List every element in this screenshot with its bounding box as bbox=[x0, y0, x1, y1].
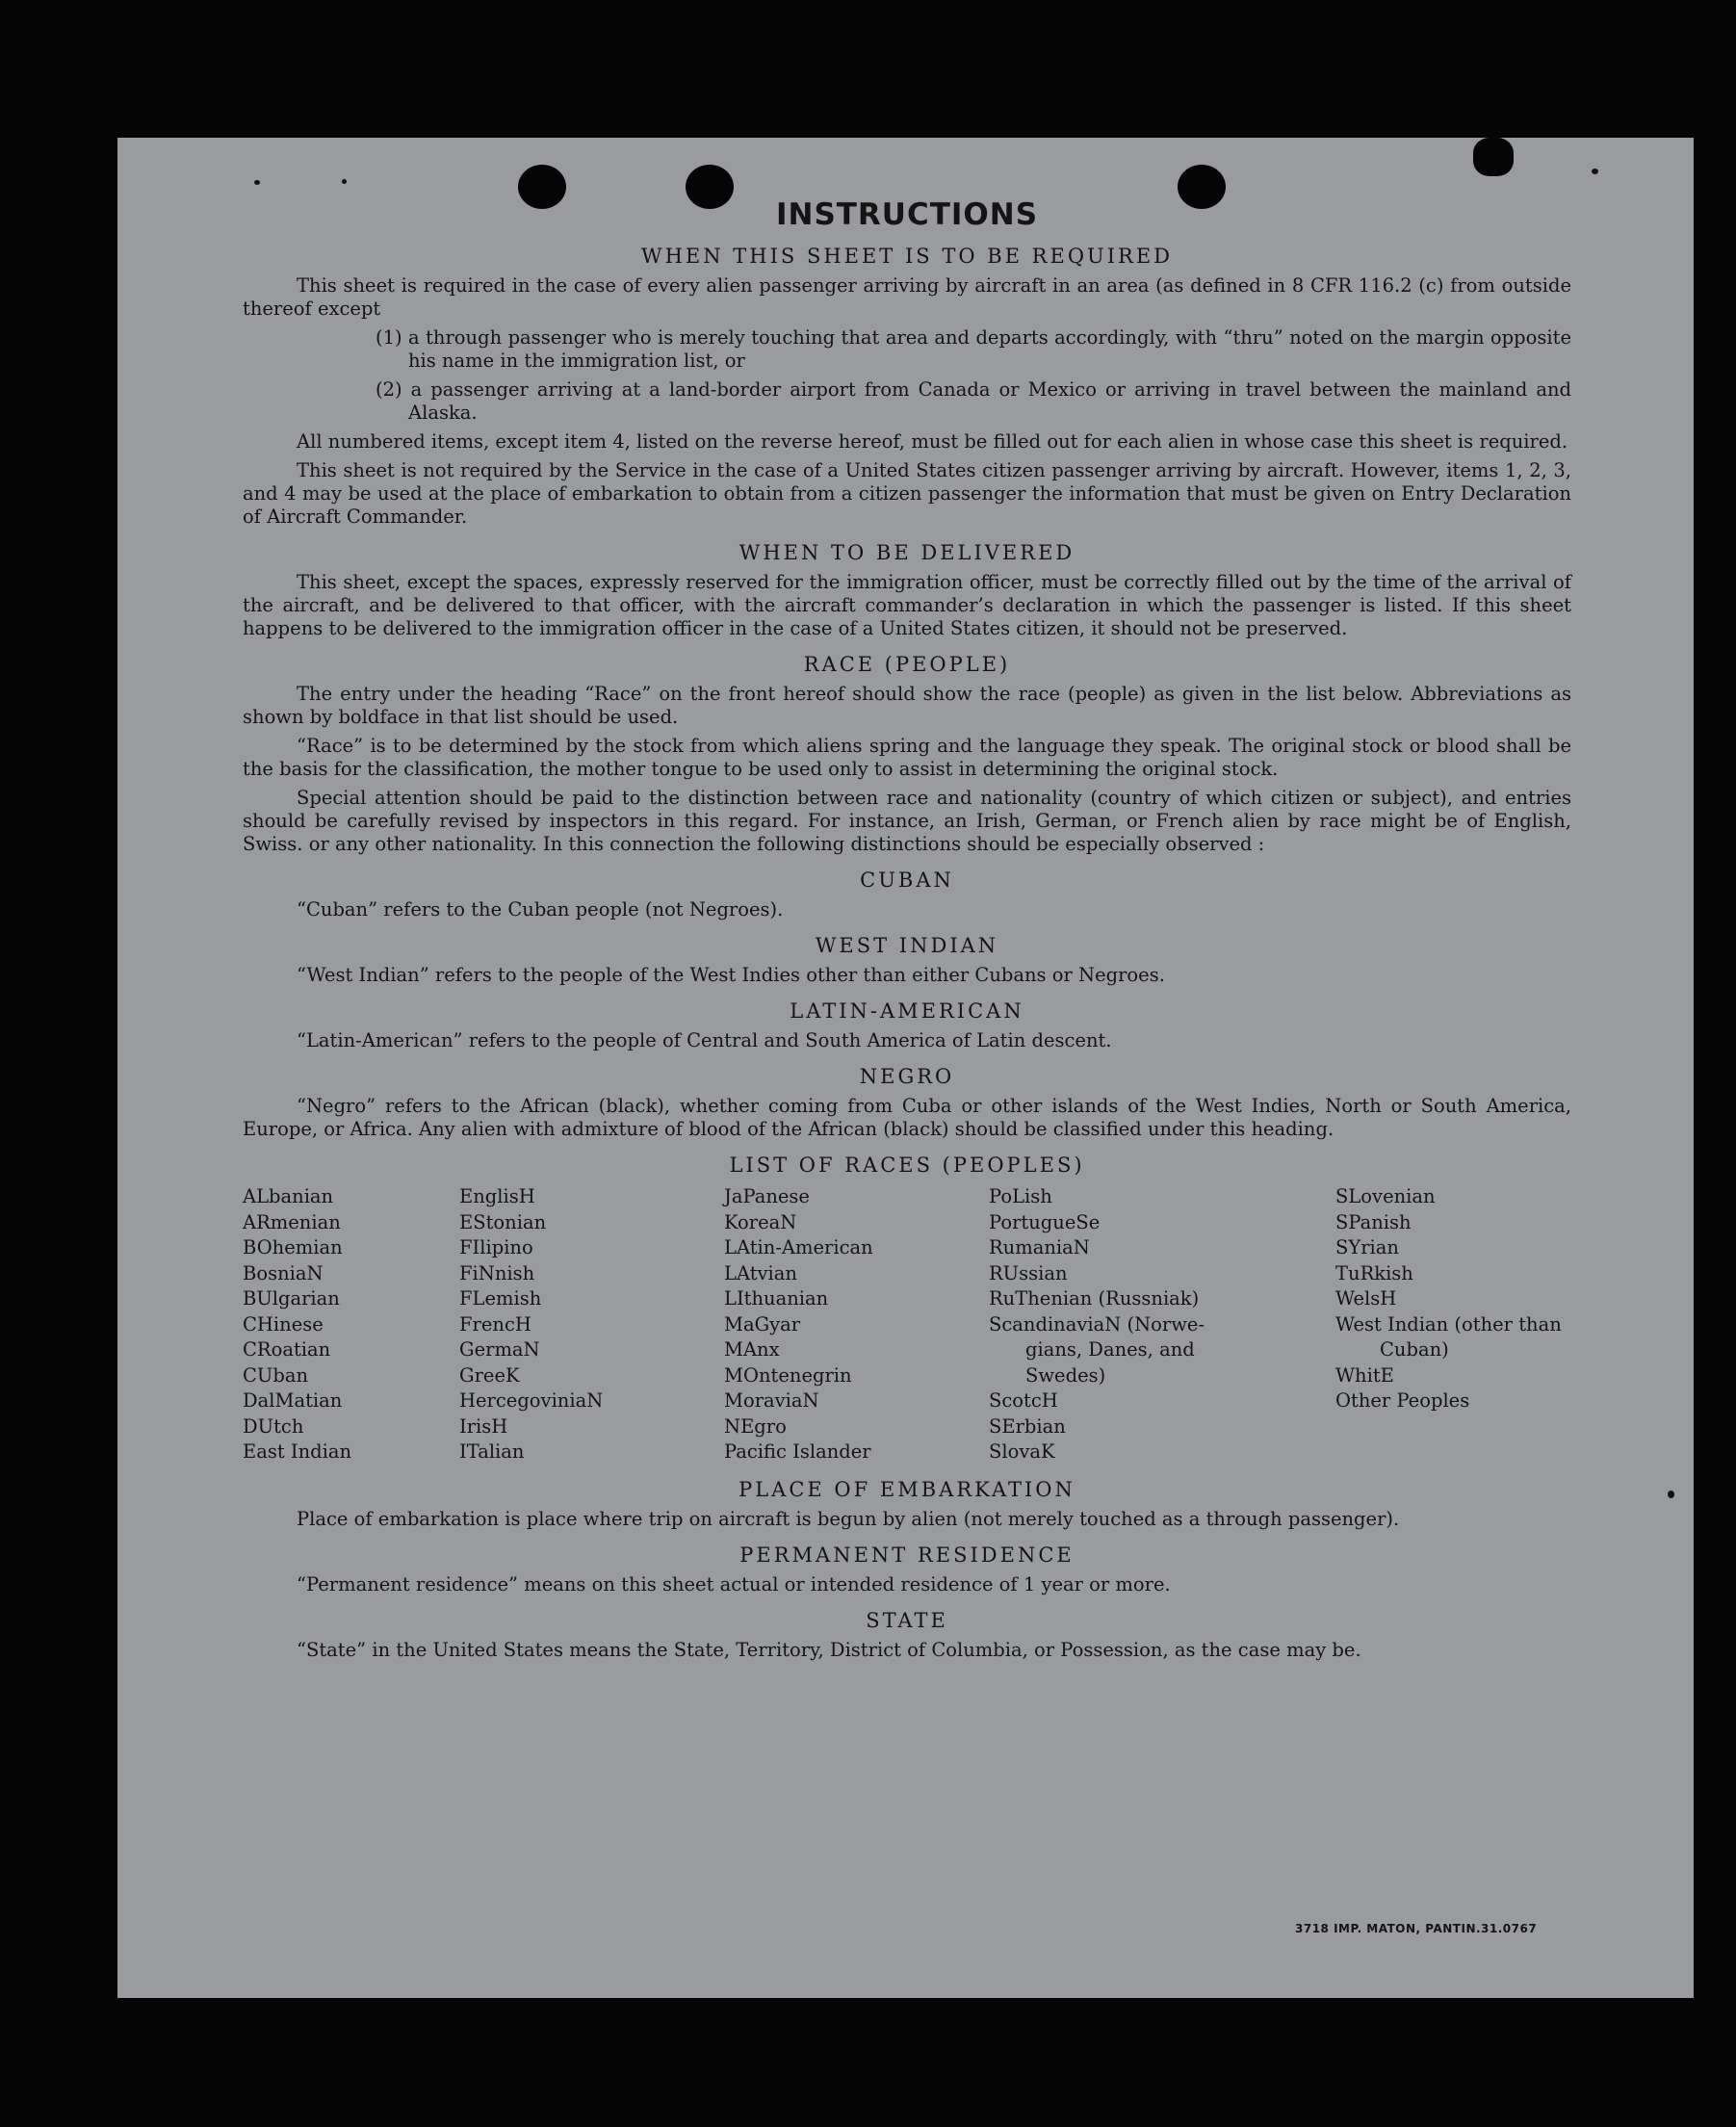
race-entry: LAtin-American bbox=[724, 1236, 873, 1258]
race-entry: GermaN bbox=[459, 1338, 540, 1361]
race-entry: ScandinaviaN (Norwe- bbox=[989, 1312, 1205, 1336]
race-column bbox=[989, 1184, 1335, 1466]
race-column bbox=[724, 1184, 989, 1466]
punch-hole-torn bbox=[1473, 138, 1514, 176]
race-entry: WelsH bbox=[1335, 1287, 1397, 1310]
heading-state: STATE bbox=[866, 1608, 948, 1632]
race-entry: EStonian bbox=[459, 1210, 547, 1233]
race-entry: WhitE bbox=[1335, 1363, 1394, 1387]
list-item: (2) a passenger arriving at a land-border airport from Canada or Mexico or arriving in travel between the mainland and Alaska. bbox=[376, 378, 1571, 424]
paragraph: “Permanent residence” means on this sheet actual or intended residence of 1 year or more. bbox=[297, 1572, 1171, 1595]
race-entry: PoLish bbox=[989, 1185, 1052, 1207]
race-entry-continued: gians, Danes, and bbox=[1025, 1338, 1195, 1361]
paragraph: “West Indian” refers to the people of the West Indies other than either Cubans or Negroes. bbox=[297, 964, 1165, 986]
race-entry: FrencH bbox=[459, 1312, 531, 1336]
paragraph: “Latin-American” refers to the people of Central and South America of Latin descent. bbox=[297, 1029, 1112, 1051]
race-entry: ARmenian bbox=[243, 1210, 341, 1233]
race-entry: HercegoviniaN bbox=[459, 1389, 604, 1412]
race-entry: West Indian (other than Cuban) bbox=[1335, 1312, 1562, 1361]
race-entry: DalMatian bbox=[243, 1389, 343, 1412]
heading-embarkation: PLACE OF EMBARKATION bbox=[738, 1477, 1075, 1501]
heading-when-required: WHEN THIS SHEET IS TO BE REQUIRED bbox=[640, 245, 1174, 268]
paragraph: The entry under the heading “Race” on the front hereof should show the race (people) as given in the list below. Abbreviations as shown by boldface in that list should be used. bbox=[243, 683, 1571, 728]
race-entry: CHinese bbox=[243, 1312, 324, 1336]
race-entry: ALbanian bbox=[243, 1185, 334, 1207]
paragraph: Special attention should be paid to the distinction between race and nationality (country of which citizen or subject), and entries should be carefully revised by inspectors in this regard. For instance, an Irish, German, or French alien by race might be of English, Swiss. or any other nationality. In this connection the following distinctions should be especially observed : bbox=[243, 787, 1571, 855]
race-entry: BosniaN bbox=[243, 1261, 324, 1284]
heading-latin-american: LATIN-AMERICAN bbox=[790, 999, 1024, 1023]
heading-list-of-races: LIST OF RACES (PEOPLES) bbox=[729, 1154, 1085, 1177]
race-entry: LIthuanian bbox=[724, 1287, 829, 1310]
paragraph: This sheet is not required by the Service in the case of a United States citizen passenger arriving by aircraft. However, items 1, 2, 3, and 4 may be used at the place of embarkation to obtain from a citizen passenger the information that must be given on Entry Declaration of Aircraft Commander. bbox=[243, 459, 1571, 528]
heading-cuban: CUBAN bbox=[860, 869, 954, 892]
race-entry: Other Peoples bbox=[1335, 1389, 1470, 1412]
page-title: INSTRUCTIONS bbox=[775, 197, 1039, 232]
heading-negro: NEGRO bbox=[859, 1065, 955, 1088]
paragraph: This sheet is required in the case of every alien passenger arriving by aircraft in an area (as defined in 8 CFR 116.2 (c) from outside thereof except bbox=[243, 274, 1571, 320]
race-entry: CRoatian bbox=[243, 1338, 331, 1361]
race-entry: FiNnish bbox=[459, 1261, 535, 1284]
race-entry: SYrian bbox=[1335, 1236, 1399, 1258]
paragraph: “Race” is to be determined by the stock from which aliens spring and the language they speak. The original stock or blood shall be the basis for the classification, the mother tongue to be used only to assist in determining the original stock. bbox=[243, 735, 1571, 780]
document-sheet bbox=[117, 138, 1694, 1998]
race-entry: FLemish bbox=[459, 1287, 542, 1310]
list-item: (1) a through passenger who is merely touching that area and departs accordingly, with “thru” noted on the margin opposite his name in the immigration list, or bbox=[376, 326, 1571, 372]
race-entry: MaGyar bbox=[724, 1312, 801, 1336]
race-entry: SErbian bbox=[989, 1414, 1066, 1438]
paragraph: This sheet, except the spaces, expressly reserved for the immigration officer, must be correctly filled out by the time of the arrival of the aircraft, and be delivered to that officer, with the aircraft commander’s declaration in which the passenger is listed. If this sheet happens to be delivered to the immigration officer in the case of a United States citizen, it should not be preserved. bbox=[243, 571, 1571, 639]
race-entry: PortugueSe bbox=[989, 1210, 1101, 1233]
paragraph: “State” in the United States means the State, Territory, District of Columbia, or Possession, as the case may be. bbox=[297, 1638, 1361, 1661]
heading-when-delivered: WHEN TO BE DELIVERED bbox=[738, 541, 1075, 564]
race-entry: TuRkish bbox=[1335, 1261, 1413, 1284]
race-entry: East Indian bbox=[243, 1440, 352, 1463]
race-entry: RumaniaN bbox=[989, 1236, 1090, 1258]
race-entry: NEgro bbox=[724, 1414, 787, 1438]
race-entry-continued: Swedes) bbox=[1025, 1363, 1106, 1387]
paragraph: Place of embarkation is place where trip on aircraft is begun by alien (not merely touched as a through passenger). bbox=[297, 1507, 1400, 1530]
race-entry: BOhemian bbox=[243, 1236, 343, 1258]
paragraph: All numbered items, except item 4, listed on the reverse hereof, must be filled out for each alien in whose case this sheet is required. bbox=[297, 430, 1568, 453]
race-entry: ScotcH bbox=[989, 1389, 1058, 1412]
race-entry: Pacific Islander bbox=[724, 1440, 871, 1463]
race-entry: IrisH bbox=[459, 1414, 508, 1438]
race-entry: SLovenian bbox=[1335, 1185, 1436, 1207]
race-entry: SPanish bbox=[1335, 1210, 1412, 1233]
paragraph: “Cuban” refers to the Cuban people (not Negroes). bbox=[297, 898, 784, 921]
race-entry: MOntenegrin bbox=[724, 1363, 852, 1387]
heading-race: RACE (PEOPLE) bbox=[803, 653, 1011, 676]
race-entry: EnglisH bbox=[459, 1185, 535, 1207]
race-entry: KoreaN bbox=[724, 1210, 797, 1233]
speck bbox=[1668, 1491, 1674, 1498]
race-entry: FIlipino bbox=[459, 1236, 533, 1258]
race-column bbox=[459, 1184, 724, 1466]
race-entry: CUban bbox=[243, 1363, 309, 1387]
race-entry: BUlgarian bbox=[243, 1287, 340, 1310]
heading-west-indian: WEST INDIAN bbox=[815, 934, 999, 957]
race-entry: LAtvian bbox=[724, 1261, 797, 1284]
paragraph: “Negro” refers to the African (black), whether coming from Cuba or other islands of the West Indies, North or South America, Europe, or Africa. Any alien with admixture of blood of the African (black) should be classified under this heading. bbox=[243, 1095, 1571, 1140]
race-column bbox=[1335, 1184, 1571, 1466]
race-entry: DUtch bbox=[243, 1414, 304, 1438]
speck bbox=[254, 180, 260, 185]
instructions-content bbox=[243, 197, 1571, 1668]
race-column bbox=[243, 1184, 459, 1466]
race-entry: JaPanese bbox=[724, 1185, 810, 1207]
race-entry: SlovaK bbox=[989, 1440, 1055, 1463]
race-entry: MAnx bbox=[724, 1338, 780, 1361]
race-entry: RUssian bbox=[989, 1261, 1068, 1284]
speck bbox=[342, 179, 347, 184]
race-list bbox=[243, 1184, 1571, 1466]
race-entry: GreeK bbox=[459, 1363, 520, 1387]
race-entry: MoraviaN bbox=[724, 1389, 819, 1412]
race-entry: RuThenian (Russniak) bbox=[989, 1287, 1200, 1310]
heading-permanent-residence: PERMANENT RESIDENCE bbox=[739, 1543, 1075, 1567]
printer-imprint: 3718 IMP. MATON, PANTIN.31.0767 bbox=[1295, 1922, 1538, 1935]
speck bbox=[1592, 169, 1598, 174]
race-entry: ITalian bbox=[459, 1440, 525, 1463]
